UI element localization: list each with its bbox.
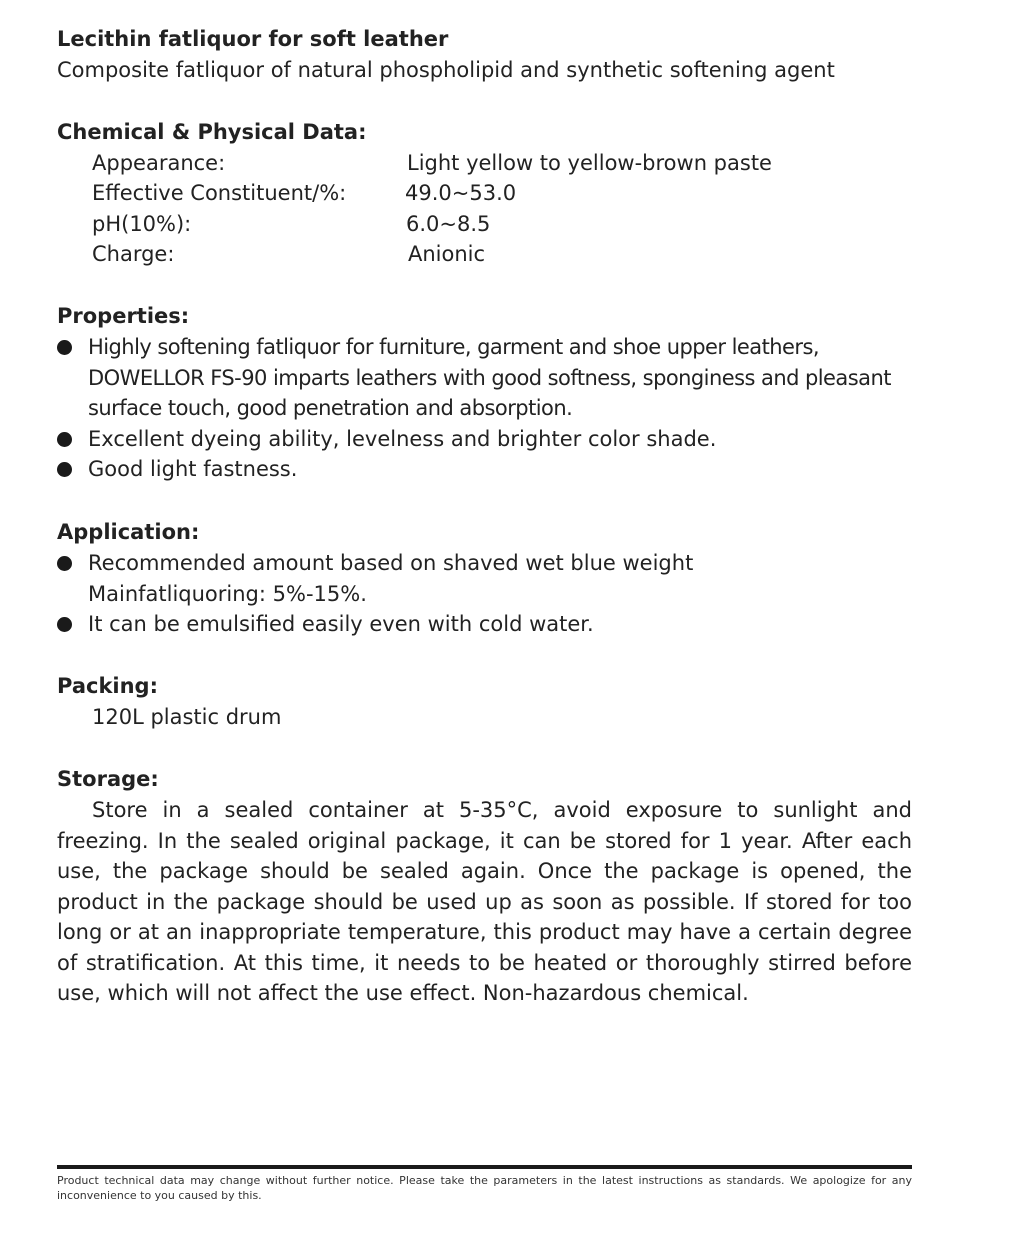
bullet-icon — [57, 462, 72, 477]
list-item — [57, 609, 912, 640]
application-heading: Application: — [57, 520, 200, 544]
application-list — [57, 548, 912, 640]
product-subtitle: Composite fatliquor of natural phospholipid and synthetic softening agent — [57, 58, 835, 82]
list-item-subtext: Mainfatliquoring: 5%-15%. — [88, 581, 367, 606]
data-label: pH(10%): — [92, 212, 192, 236]
list-item-text: Excellent dyeing ability, levelness and brighter color shade. — [88, 426, 717, 451]
bullet-icon — [57, 340, 72, 355]
storage-heading: Storage: — [57, 767, 159, 791]
data-row-appearance — [92, 148, 912, 178]
list-item — [57, 548, 912, 609]
list-item-text: Recommended amount based on shaved wet blue weight — [88, 551, 694, 575]
data-value: 6.0~8.5 — [406, 212, 491, 236]
footer-divider — [57, 1165, 912, 1169]
bullet-icon — [57, 617, 72, 632]
packing-text: 120L plastic drum — [92, 705, 282, 729]
list-item — [57, 332, 912, 424]
data-value: Light yellow to yellow-brown paste — [407, 151, 772, 175]
data-row-ph — [92, 209, 912, 239]
data-row-charge — [92, 239, 912, 269]
data-value: Anionic — [408, 242, 486, 266]
data-row-effective-constituent — [92, 178, 912, 208]
bullet-icon — [57, 556, 72, 571]
properties-heading: Properties: — [57, 304, 190, 328]
chemical-heading: Chemical & Physical Data: — [57, 120, 367, 144]
data-label: Charge: — [92, 242, 175, 266]
data-label: Effective Constituent/%: — [92, 181, 347, 205]
product-title: Lecithin fatliquor for soft leather — [57, 27, 449, 51]
packing-heading: Packing: — [57, 674, 158, 698]
list-item-text: Good light fastness. — [88, 457, 298, 481]
list-item — [57, 454, 912, 485]
list-item — [57, 424, 912, 455]
bullet-icon — [57, 432, 72, 447]
data-value: 49.0~53.0 — [405, 181, 517, 205]
footer-note: Product technical data may change without further notice. Please take the parameters in the latest instructions as standards. We apologize for any inconvenience to you caused by this. — [57, 1174, 912, 1202]
list-item-text: It can be emulsified easily even with cold water. — [88, 612, 594, 636]
data-label: Appearance: — [92, 151, 226, 175]
document-page — [57, 0, 912, 1235]
storage-text: Store in a sealed container at 5-35°C, avoid exposure to sunlight and freezing. In the sealed original package, it can be stored for 1 year. After each use, the package should be sealed again. Once the package is opened, the product in the package should be used up as soon as possible. If stored for too long or at an inappropriate temperature, this product may have a certain degree of stratification. At this time, it needs to be heated or thoroughly stirred before use, which will not affect the use effect. Non-hazardous chemical. — [57, 798, 912, 1005]
properties-list — [57, 332, 912, 485]
list-item-text: Highly softening fatliquor for furniture, garment and shoe upper leathers, DOWELLOR FS-90 imparts leathers with good softness, sponginess and pleasant surface touch, good penetration and absorption. — [88, 335, 891, 420]
